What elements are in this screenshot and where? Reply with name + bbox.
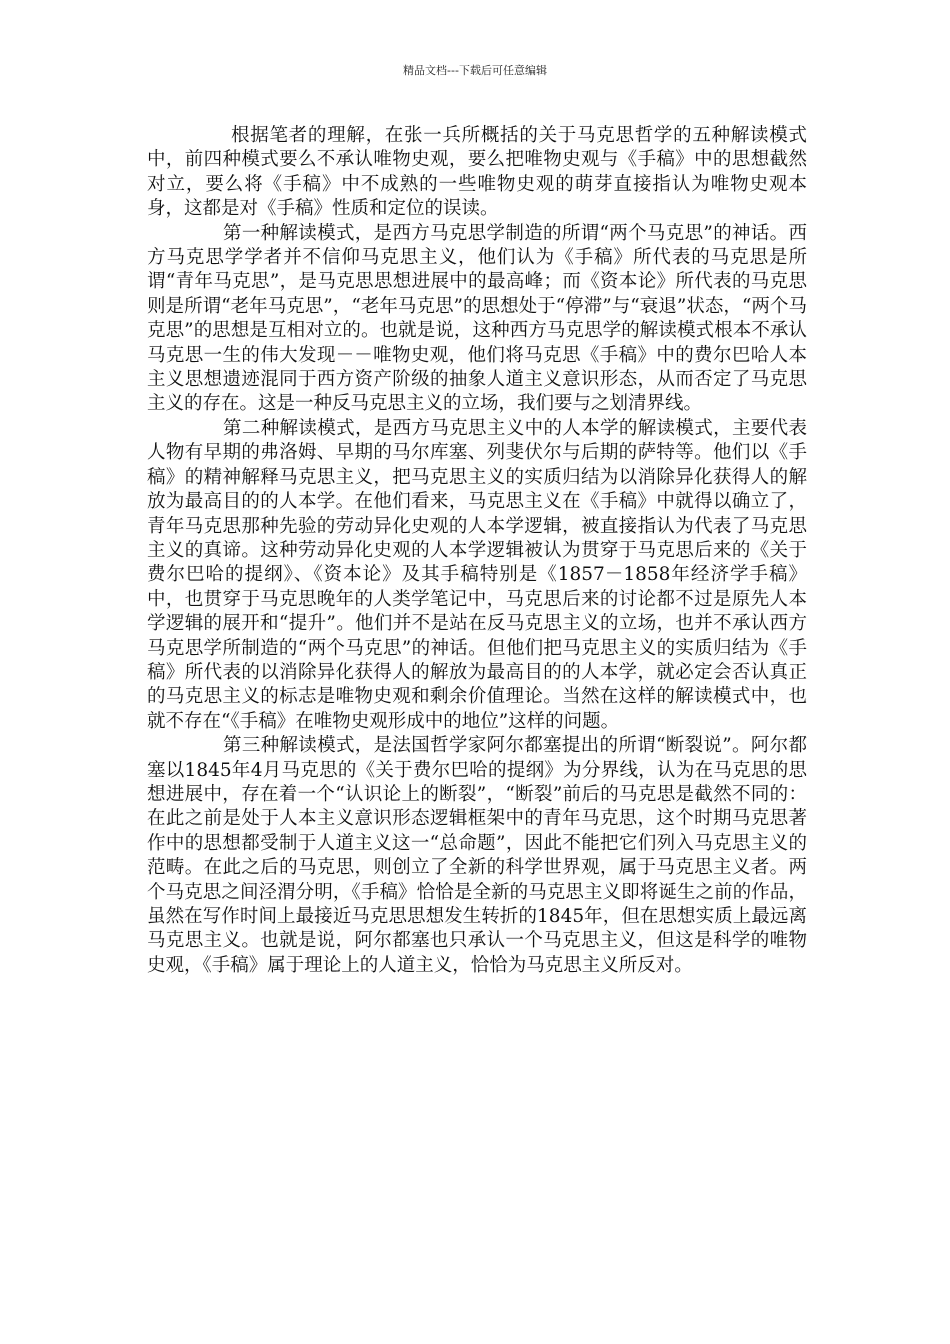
paragraph-second-mode: 第二种解读模式，是西方马克思主义中的人本学的解读模式，主要代表人物有早期的弗洛姆、早期的马尔库塞、列斐伏尔与后期的萨特等。他们以《手稿》的精神解释马克思主义，把马克思主义的实质归结为以消除异化获得人的解放为最高目的的人本学。在他们看来，马克思主义在《手稿》中就得以确立了，青年马克思那种先验的劳动异化史观的人本学逻辑，被直接指认为代表了马克思主义的真谛。这种劳动异化史观的人本学逻辑被认为贯穿于马克思后来的《关于费尔巴哈的提纲》、《资本论》及其手稿特别是《1857－1858年经济学手稿》中，也贯穿于马克思晚年的人类学笔记中，马克思后来的讨论都不过是原先人本学逻辑的展开和“提升”。他们并不是站在反马克思主义的立场，也并不承认西方马克思学所制造的“两个马克思”的神话。但他们把马克思主义的实质归结为《手稿》所代表的以消除异化获得人的解放为最高目的的人本学，就必定会否认真正的马克思主义的标志是唯物史观和剩余价值理论。当然在这样的解读模式中，也就不存在“《手稿》在唯物史观形成中的地位”这样的问题。 [147, 417, 807, 732]
paragraph-first-mode: 第一种解读模式，是西方马克思学制造的所谓“两个马克思”的神话。西方马克思学学者并不信仰马克思主义，他们认为《手稿》所代表的马克思是所谓“青年马克思”，是马克思思想进展中的最高峰；而《资本论》所代表的马克思则是所谓“老年马克思”，“老年马克思”的思想处于“停滞”与“衰退”状态，“两个马克思”的思想是互相对立的。也就是说，这种西方马克思学的解读模式根本不承认马克思一生的伟大发现－－唯物史观，他们将马克思《手稿》中的费尔巴哈人本主义思想遗迹混同于西方资产阶级的抽象人道主义意识形态，从而否定了马克思主义的存在。这是一种反马克思主义的立场，我们要与之划清界线。 [147, 222, 807, 415]
paragraph-third-mode: 第三种解读模式，是法国哲学家阿尔都塞提出的所谓“断裂说”。阿尔都塞以1845年4月马克思的《关于费尔巴哈的提纲》为分界线，认为在马克思的思想进展中，存在着一个“认识论上的断裂”，“断裂”前后的马克思是截然不同的：在此之前是处于人本主义意识形态逻辑框架中的青年马克思，这个时期马克思著作中的思想都受制于人道主义这一“总命题”，因此不能把它们列入马克思主义的范畴。在此之后的马克思，则创立了全新的科学世界观，属于马克思主义者。两个马克思之间泾渭分明，《手稿》恰恰是全新的马克思主义即将诞生之前的作品，虽然在写作时间上最接近马克思思想发生转折的1845年，但在思想实质上最远离马克思主义。也就是说，阿尔都塞也只承认一个马克思主义，但这是科学的唯物史观，《手稿》属于理论上的人道主义，恰恰为马克思主义所反对。 [147, 735, 807, 976]
paragraph-intro: 根据笔者的理解，在张一兵所概括的关于马克思哲学的五种解读模式中，前四种模式要么不承认唯物史观，要么把唯物史观与《手稿》中的思想截然对立，要么将《手稿》中不成熟的一些唯物史观的萌芽直接指认为唯物史观本身，这都是对《手稿》性质和定位的误读。 [147, 125, 807, 220]
document-body [147, 124, 807, 978]
page-header: 精品文档---下载后可任意编辑 [403, 64, 547, 77]
